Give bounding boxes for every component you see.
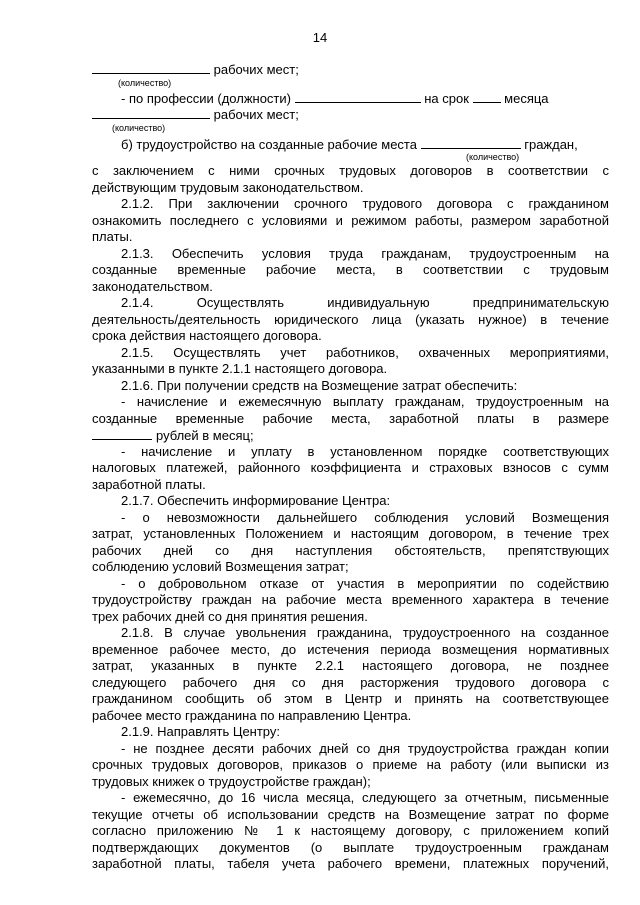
text-line: - не позднее десяти рабочих дней со дня трудоустройства граждан копии <box>121 740 609 756</box>
blank-field <box>473 90 501 103</box>
text-line: текущие отчеты об использовании средств на Возмещение затрат по форме <box>92 806 609 822</box>
text-line: следующего рабочего дня со дня расторжения трудового договора с <box>92 674 609 690</box>
text-line: созданные временные рабочие места, заработной платы в размере <box>92 410 609 426</box>
blank-field <box>421 136 521 149</box>
text-line <box>92 427 609 444</box>
caption-quantity: (количество) <box>118 78 172 88</box>
text-line: трудоустройству граждан на рабочие места временного характера в течение <box>92 592 609 607</box>
text-line: деятельность/деятельность юридического лица (указать нужное) в течение <box>92 311 609 327</box>
text-line: согласно приложению № 1 к настоящему договору, с приложением копий <box>92 823 609 838</box>
text-line: - начисление и ежемесячную выплату гражданам, трудоустроенным на <box>121 394 609 409</box>
text-line: заработной платы, табеля учета рабочего времени, платежных поручений, <box>92 856 609 871</box>
text-line: 2.1.9. Направлять Центру: <box>121 724 281 739</box>
text-line: рабочих дней со дня наступления обстоятельств, препятствующих <box>92 542 609 558</box>
line-quantity-1 <box>92 61 609 78</box>
text-line: 2.1.5. Осуществлять учет работников, охваченных мероприятиями, <box>121 344 609 360</box>
text: рабочих мест; <box>213 62 299 77</box>
text-line: затрат, указанных в пункте 2.2.1 настоящего договора, не позднее <box>92 658 609 673</box>
text-line: срока действия настоящего договора. <box>92 328 322 343</box>
text-line: 2.1.2. При заключении срочного трудового договора с гражданином <box>121 196 609 211</box>
text-line: временное рабочее место, до истечения периода возмещения нормативных <box>92 641 609 657</box>
text: - по профессии (должности) <box>121 91 291 106</box>
line-employment <box>121 136 609 153</box>
text-line: законодательством. <box>92 278 213 294</box>
text-line: гражданином сообщить об этом в Центр и принять на соответствующее <box>92 691 609 706</box>
text-line: трудовых книжек о трудоустройстве граждан); <box>92 773 371 789</box>
text-line: действующим трудовым законодательством. <box>92 179 364 195</box>
text-line: - начисление и уплату в установленном порядке соответствующих <box>121 443 609 459</box>
text-line: затрат, установленных Положением и настоящим договором, в течение трех <box>92 526 609 541</box>
line-profession <box>121 90 609 107</box>
text-line: ознакомить последнего с условиями и режимом работы, размером заработной <box>92 212 609 228</box>
text-line: - ежемесячно, до 16 числа месяца, следующего за отчетным, письменные <box>121 790 609 805</box>
text: месяца <box>504 91 549 106</box>
text-line: 2.1.4. Осуществлять индивидуальную предпринимательскую <box>121 295 609 310</box>
text-line: 2.1.8. В случае увольнения гражданина, трудоустроенного на созданное <box>121 625 609 640</box>
line-quantity-2 <box>92 106 609 123</box>
text-line: заработной платы. <box>92 476 206 492</box>
text: на срок <box>424 91 469 106</box>
blank-field <box>295 90 421 103</box>
text-line: срочных трудовых договоров, приказов о приеме на работу (или выписки из <box>92 757 609 772</box>
text-line: созданные временные рабочие места, в соответствии с трудовым <box>92 262 609 277</box>
text-line: соблюдению условий Возмещения затрат; <box>92 559 349 574</box>
text-line: трех рабочих дней со дня принятия решения. <box>92 608 368 624</box>
blank-field <box>92 427 152 440</box>
text-line: платы. <box>92 229 133 244</box>
text: рабочих мест; <box>213 107 299 122</box>
text-line: 2.1.7. Обеспечить информирование Центра: <box>121 493 391 508</box>
text-line: 2.1.6. При получении средств на Возмещение затрат обеспечить: <box>121 377 518 393</box>
text: рублей в месяц; <box>156 428 254 443</box>
text-line: рабочее место гражданина по направлению Центра. <box>92 707 412 723</box>
text-line: - о добровольном отказе от участия в мероприятии по содействию <box>121 575 609 591</box>
text-line: - о невозможности дальнейшего соблюдения условий Возмещения <box>121 509 609 525</box>
caption-quantity: (количество) <box>466 152 520 162</box>
text: б) трудоустройство на созданные рабочие места <box>121 137 417 152</box>
page-number: 14 <box>312 30 328 45</box>
caption-quantity: (количество) <box>112 123 166 133</box>
text: граждан, <box>524 137 578 152</box>
blank-field <box>92 106 210 119</box>
blank-field <box>92 61 210 74</box>
text-line: налоговых платежей, районного коэффициента и страховых взносов с сумм <box>92 460 609 475</box>
text-line: 2.1.3. Обеспечить условия труда гражданам, трудоустроенным на <box>121 245 609 261</box>
text-line: с заключением с ними срочных трудовых договоров в соответствии с <box>92 163 609 178</box>
text-line: указанными в пункте 2.1.1 настоящего договора. <box>92 361 388 376</box>
text-line: подтверждающих документов (о выплате трудоустроенным гражданам <box>92 839 609 855</box>
